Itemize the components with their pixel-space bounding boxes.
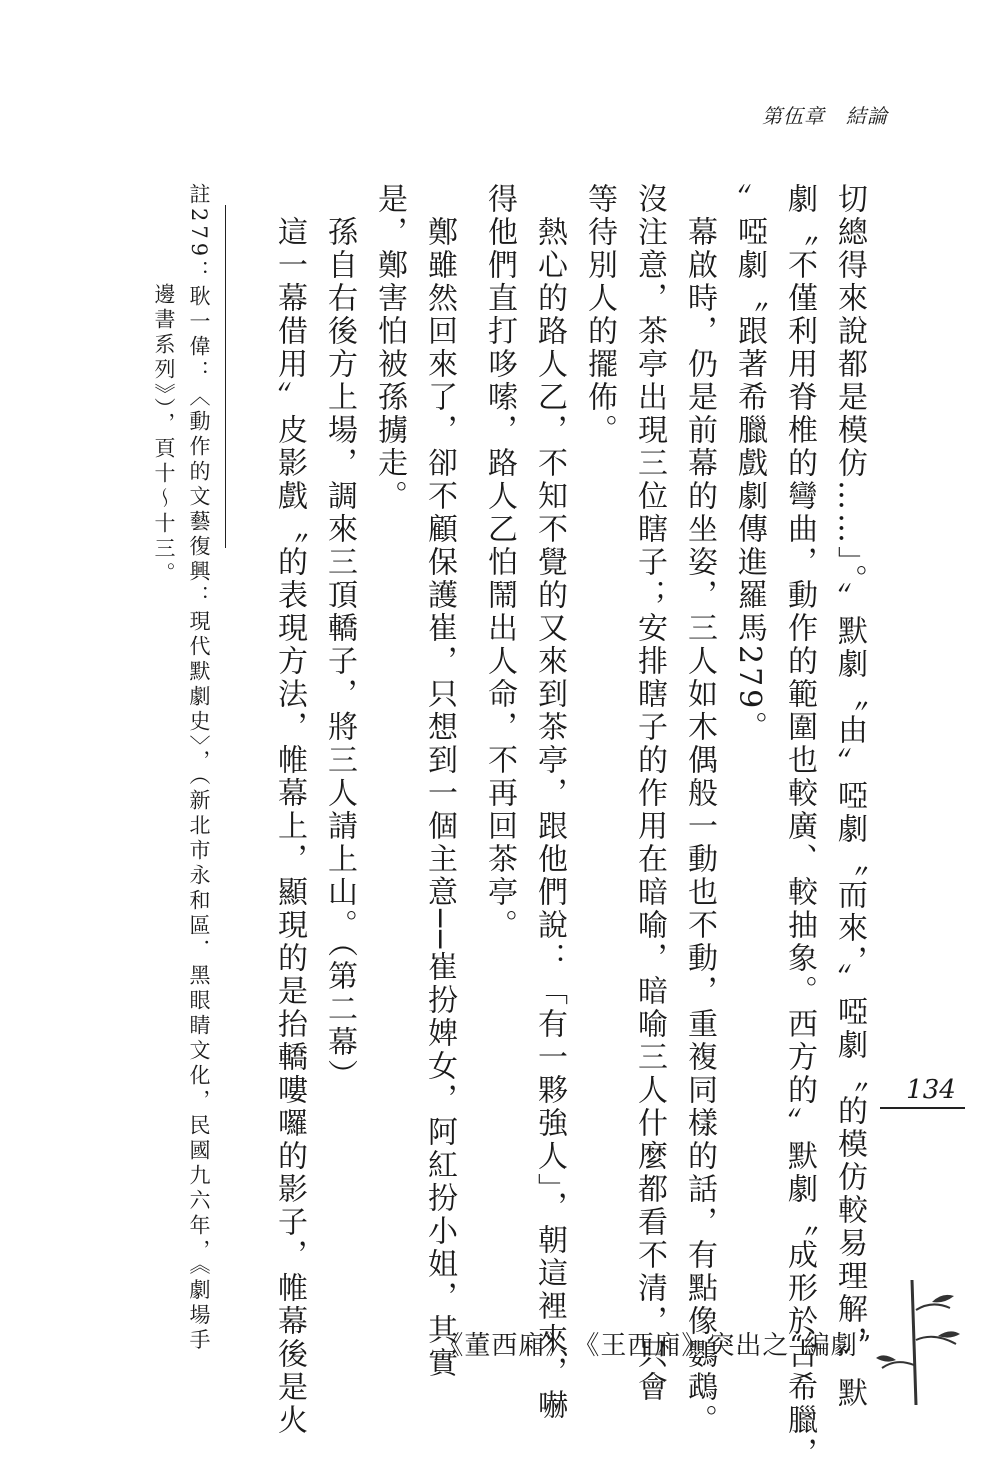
- footnote-separator: [225, 205, 226, 548]
- page-number-rule: [880, 1107, 965, 1109]
- body-line-8: 得他們直打哆嗦，路人乙怕鬧出人命，不再回茶亭。: [482, 183, 517, 942]
- chapter-header: 第伍章 結論: [762, 104, 888, 128]
- footnote-line-1: 註279：耿一偉：〈動作的文藝復興：現代默劇史〉，（新北市永和區．黑眼睛文化，民國九六年，《劇場手: [187, 183, 211, 1354]
- bamboo-decoration-icon: [872, 1270, 962, 1410]
- body-line-12: 這一幕借用〞皮影戲〝的表現方法，帷幕上，顯現的是抬轎嘍囉的影子，帷幕後是火: [272, 183, 307, 1437]
- body-line-3: 〞啞劇〝跟著希臘戲劇傳進羅馬279。: [732, 183, 767, 745]
- body-line-7: 熱心的路人乙，不知不覺的又來到茶亭，跟他們說：「有一夥強人」，朝這裡來，嚇: [532, 183, 567, 1422]
- body-line-2: 劇〝不僅利用脊椎的彎曲，動作的範圍也較廣、較抽象。西方的〞默劇〝成形於古希臘，: [782, 183, 817, 1470]
- body-line-10: 是，鄭害怕被孫擄走。: [372, 183, 407, 513]
- footnote-line-2: 邊書系列》），頁十～十三。: [152, 183, 176, 587]
- body-line-6: 等待別人的擺佈。: [582, 183, 617, 447]
- body-line-11: 孫自右後方上場，調來三頂轎子，將三人請上山。（第二幕）: [322, 183, 357, 1092]
- body-line-9: 鄭雖然回來了，卻不顧保護崔，只想到一個主意──崔扮婢女，阿紅扮小姐，其實: [422, 183, 457, 1381]
- body-line-1: 切總得來說都是模仿……」。〞默劇〝由〞啞劇〝而來，〞啞劇〝的模仿較易理解，〞默: [832, 183, 867, 1410]
- body-line-5: 沒注意，茶亭出現三位瞎子；安排瞎子的作用在暗喻，暗喻三人什麼都看不清，只會: [632, 183, 667, 1404]
- footer-title: 《董西廂》、《王西廂》突出之“編劇”: [437, 1331, 872, 1361]
- body-line-4: 幕啟時，仍是前幕的坐姿，三人如木偶般一動也不動，重複同樣的話，有點像鸚鵡。: [682, 183, 717, 1437]
- page-number: 134: [906, 1075, 956, 1105]
